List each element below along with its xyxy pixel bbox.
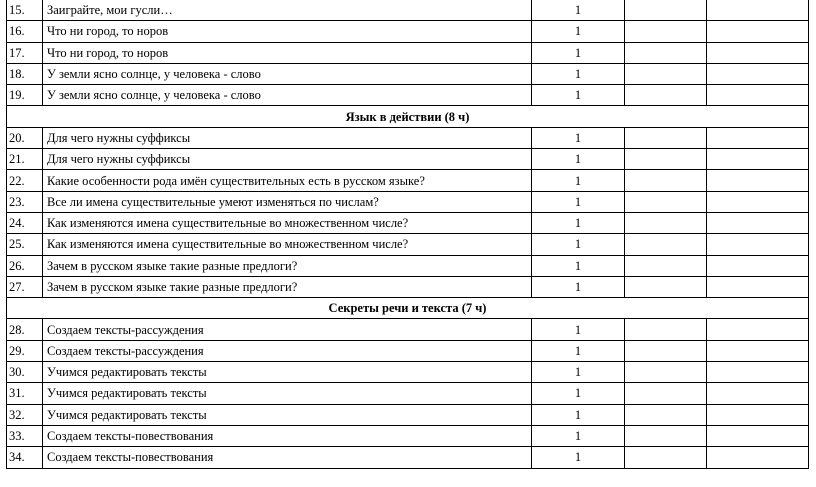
lesson-number: 26. <box>7 255 43 276</box>
lesson-title: Что ни город, то норов <box>43 21 532 42</box>
lesson-number: 33. <box>7 425 43 446</box>
actual-date-cell <box>707 425 809 446</box>
plan-date-cell <box>625 63 707 84</box>
lesson-row <box>7 191 809 212</box>
plan-date-cell <box>625 149 707 170</box>
lesson-row <box>7 21 809 42</box>
lesson-row <box>7 362 809 383</box>
lesson-row <box>7 404 809 425</box>
lesson-hours: 1 <box>532 191 625 212</box>
plan-date-cell <box>625 0 707 21</box>
actual-date-cell <box>707 383 809 404</box>
plan-date-cell <box>625 170 707 191</box>
plan-date-cell <box>625 319 707 340</box>
lesson-hours: 1 <box>532 276 625 297</box>
lesson-hours: 1 <box>532 362 625 383</box>
plan-date-cell <box>625 191 707 212</box>
lesson-title: Как изменяются имена существительные во множественном числе? <box>43 212 532 233</box>
lesson-hours: 1 <box>532 149 625 170</box>
plan-date-cell <box>625 447 707 468</box>
lesson-number: 31. <box>7 383 43 404</box>
plan-date-cell <box>625 234 707 255</box>
lesson-hours: 1 <box>532 212 625 233</box>
lesson-number: 20. <box>7 127 43 148</box>
lesson-row <box>7 149 809 170</box>
lesson-title: Все ли имена существительные умеют изменяться по числам? <box>43 191 532 212</box>
section-header-row <box>7 106 809 127</box>
section-title: Язык в действии (8 ч) <box>7 106 809 127</box>
lesson-title: Какие особенности рода имён существительных есть в русском языке? <box>43 170 532 191</box>
lesson-title: Для чего нужны суффиксы <box>43 127 532 148</box>
lesson-title: Заиграйте, мои гусли… <box>43 0 532 21</box>
plan-date-cell <box>625 127 707 148</box>
lesson-number: 18. <box>7 63 43 84</box>
lesson-row <box>7 319 809 340</box>
plan-date-cell <box>625 212 707 233</box>
lesson-hours: 1 <box>532 85 625 106</box>
lesson-hours: 1 <box>532 127 625 148</box>
lesson-row <box>7 234 809 255</box>
lesson-hours: 1 <box>532 447 625 468</box>
plan-date-cell <box>625 42 707 63</box>
lesson-title: Создаем тексты-рассуждения <box>43 340 532 361</box>
actual-date-cell <box>707 42 809 63</box>
lesson-title: У земли ясно солнце, у человека - слово <box>43 85 532 106</box>
lesson-number: 19. <box>7 85 43 106</box>
plan-date-cell <box>625 404 707 425</box>
lesson-hours: 1 <box>532 340 625 361</box>
actual-date-cell <box>707 234 809 255</box>
actual-date-cell <box>707 319 809 340</box>
lesson-row <box>7 276 809 297</box>
lesson-number: 30. <box>7 362 43 383</box>
lesson-title: Учимся редактировать тексты <box>43 404 532 425</box>
lesson-row <box>7 425 809 446</box>
lesson-number: 17. <box>7 42 43 63</box>
actual-date-cell <box>707 0 809 21</box>
lesson-hours: 1 <box>532 63 625 84</box>
lesson-row <box>7 383 809 404</box>
lesson-row <box>7 42 809 63</box>
section-title: Секреты речи и текста (7 ч) <box>7 298 809 319</box>
lesson-number: 23. <box>7 191 43 212</box>
actual-date-cell <box>707 212 809 233</box>
lesson-row <box>7 63 809 84</box>
actual-date-cell <box>707 127 809 148</box>
lesson-title: Создаем тексты-рассуждения <box>43 319 532 340</box>
actual-date-cell <box>707 170 809 191</box>
lesson-row <box>7 212 809 233</box>
actual-date-cell <box>707 340 809 361</box>
lesson-row <box>7 340 809 361</box>
actual-date-cell <box>707 255 809 276</box>
lesson-row <box>7 255 809 276</box>
lesson-number: 21. <box>7 149 43 170</box>
actual-date-cell <box>707 404 809 425</box>
actual-date-cell <box>707 149 809 170</box>
lesson-plan-body <box>7 0 809 468</box>
actual-date-cell <box>707 276 809 297</box>
lesson-hours: 1 <box>532 170 625 191</box>
lesson-number: 27. <box>7 276 43 297</box>
lesson-title: Учимся редактировать тексты <box>43 362 532 383</box>
lesson-hours: 1 <box>532 234 625 255</box>
lesson-row <box>7 0 809 21</box>
lesson-title: Для чего нужны суффиксы <box>43 149 532 170</box>
lesson-title: Создаем тексты-повествования <box>43 425 532 446</box>
lesson-hours: 1 <box>532 425 625 446</box>
section-header-row <box>7 298 809 319</box>
lesson-row <box>7 127 809 148</box>
lesson-hours: 1 <box>532 0 625 21</box>
lesson-title: Что ни город, то норов <box>43 42 532 63</box>
lesson-hours: 1 <box>532 21 625 42</box>
lesson-title: Учимся редактировать тексты <box>43 383 532 404</box>
lesson-hours: 1 <box>532 383 625 404</box>
lesson-hours: 1 <box>532 42 625 63</box>
lesson-hours: 1 <box>532 255 625 276</box>
lesson-number: 29. <box>7 340 43 361</box>
lesson-number: 24. <box>7 212 43 233</box>
plan-date-cell <box>625 425 707 446</box>
actual-date-cell <box>707 63 809 84</box>
plan-date-cell <box>625 383 707 404</box>
lesson-title: У земли ясно солнце, у человека - слово <box>43 63 532 84</box>
lesson-number: 32. <box>7 404 43 425</box>
lesson-number: 25. <box>7 234 43 255</box>
lesson-hours: 1 <box>532 404 625 425</box>
lesson-plan-table <box>6 0 809 469</box>
lesson-title: Как изменяются имена существительные во множественном числе? <box>43 234 532 255</box>
lesson-plan-table-wrapper <box>6 0 808 469</box>
plan-date-cell <box>625 276 707 297</box>
lesson-row <box>7 447 809 468</box>
actual-date-cell <box>707 191 809 212</box>
plan-date-cell <box>625 340 707 361</box>
lesson-title: Зачем в русском языке такие разные предлоги? <box>43 276 532 297</box>
lesson-row <box>7 85 809 106</box>
lesson-title: Зачем в русском языке такие разные предлоги? <box>43 255 532 276</box>
lesson-number: 16. <box>7 21 43 42</box>
actual-date-cell <box>707 85 809 106</box>
lesson-number: 22. <box>7 170 43 191</box>
actual-date-cell <box>707 21 809 42</box>
plan-date-cell <box>625 85 707 106</box>
lesson-number: 34. <box>7 447 43 468</box>
plan-date-cell <box>625 255 707 276</box>
lesson-row <box>7 170 809 191</box>
lesson-number: 15. <box>7 0 43 21</box>
lesson-number: 28. <box>7 319 43 340</box>
lesson-hours: 1 <box>532 319 625 340</box>
actual-date-cell <box>707 447 809 468</box>
actual-date-cell <box>707 362 809 383</box>
plan-date-cell <box>625 362 707 383</box>
lesson-title: Создаем тексты-повествования <box>43 447 532 468</box>
plan-date-cell <box>625 21 707 42</box>
